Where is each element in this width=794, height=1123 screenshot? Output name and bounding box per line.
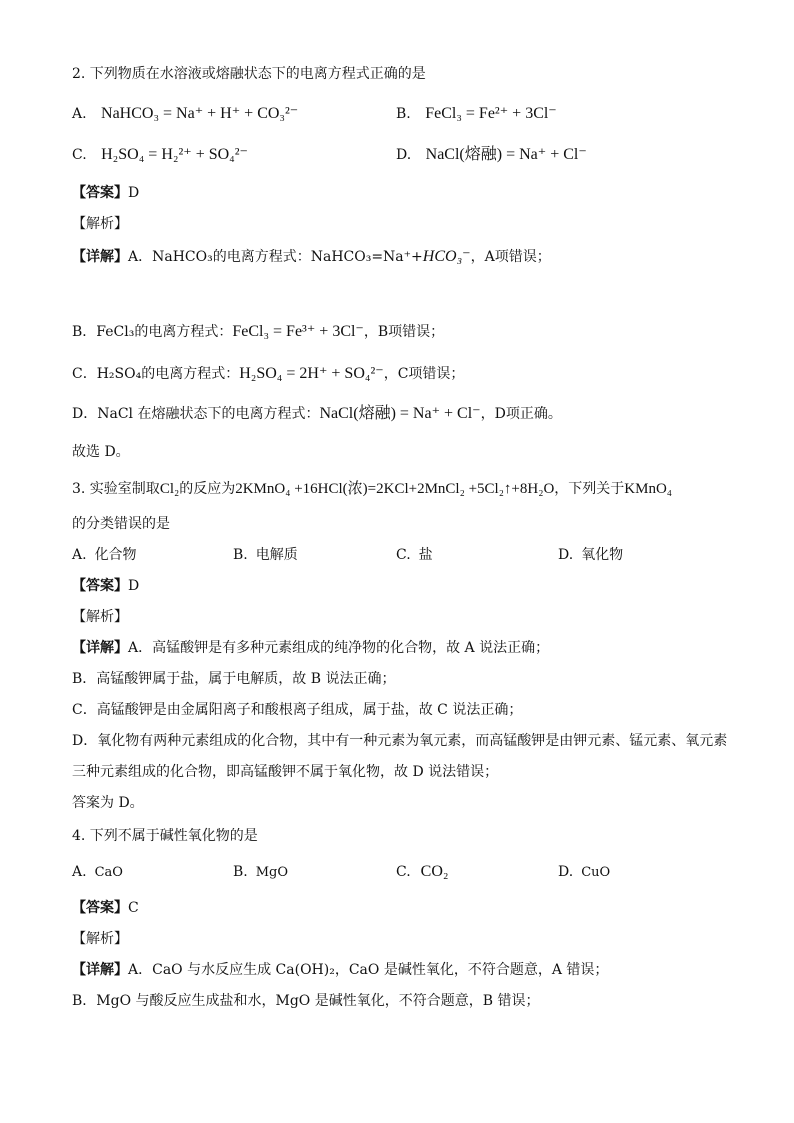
detail-suffix: ，A项错误； bbox=[470, 249, 551, 265]
q2-options-row1 bbox=[72, 104, 722, 124]
stem-text: ，下列关于 bbox=[554, 481, 625, 497]
option-letter: C. bbox=[72, 147, 87, 163]
q4-detail-a bbox=[72, 960, 608, 980]
option-letter: A. bbox=[72, 864, 87, 880]
option-text: 盐 bbox=[418, 547, 433, 563]
stem-text: 3. 实验室制取 bbox=[72, 481, 160, 497]
q3-option-c[interactable] bbox=[396, 545, 433, 565]
q2-detail-b bbox=[72, 322, 444, 342]
answer-value: D bbox=[128, 185, 140, 201]
detail-text: A．NaHCO₃的电离方程式：NaHCO₃=Na⁺+ bbox=[128, 249, 423, 265]
q4-analysis-label: 【解析】 bbox=[72, 931, 128, 947]
option-text: MgO bbox=[255, 865, 289, 880]
q4-option-b[interactable] bbox=[233, 862, 288, 883]
q2-option-b-formula: FeCl₃ = Fe²⁺ + 3Cl⁻ bbox=[425, 105, 557, 122]
formula: KMnO₄ bbox=[624, 481, 673, 497]
q3-detail-c: C．高锰酸钾是由金属阳离子和酸根离子组成，属于盐，故 C 说法正确； bbox=[72, 702, 523, 718]
detail-suffix: ，D项正确。 bbox=[480, 406, 562, 422]
formula: HCO₃⁻ bbox=[422, 248, 471, 265]
option-text: 电解质 bbox=[255, 547, 298, 563]
q4-answer bbox=[72, 898, 139, 918]
q2-option-a-formula: NaHCO₃ = Na⁺ + H⁺ + CO₃²⁻ bbox=[101, 105, 299, 122]
detail-text: C．H₂SO₄的电离方程式： bbox=[72, 366, 240, 382]
detail-label: 【详解】 bbox=[72, 249, 128, 265]
detail-label: 【详解】 bbox=[72, 962, 128, 978]
q3-options-row bbox=[72, 545, 722, 565]
option-letter: B. bbox=[233, 547, 248, 563]
option-letter: D. bbox=[558, 547, 574, 563]
q2-option-a[interactable] bbox=[72, 104, 298, 124]
q3-detail-a bbox=[72, 638, 549, 658]
option-letter: A. bbox=[72, 547, 87, 563]
option-text: CuO bbox=[581, 865, 611, 880]
formula: NaCl(熔融) = Na⁺ + Cl⁻ bbox=[319, 405, 481, 422]
answer-label: 【答案】 bbox=[72, 578, 128, 594]
q4-options-row bbox=[72, 862, 722, 882]
q3-option-a[interactable] bbox=[72, 545, 137, 565]
answer-value: C bbox=[128, 900, 139, 916]
q2-answer bbox=[72, 183, 139, 203]
answer-value: D bbox=[128, 578, 140, 594]
q3-detail-b: B．高锰酸钾属于盐，属于电解质，故 B 说法正确； bbox=[72, 671, 396, 687]
detail-text: A．高锰酸钾是有多种元素组成的纯净物的化合物，故 A 说法正确； bbox=[128, 640, 550, 656]
q2-detail-a bbox=[72, 247, 551, 267]
formula: H₂SO₄ = 2H⁺ + SO₄²⁻ bbox=[239, 365, 384, 382]
answer-label: 【答案】 bbox=[72, 185, 128, 201]
q2-conclusion: 故选 D。 bbox=[72, 444, 130, 460]
option-letter: B. bbox=[233, 864, 248, 880]
q2-detail-c bbox=[72, 364, 464, 384]
q2-option-c[interactable] bbox=[72, 145, 248, 165]
option-text: CaO bbox=[94, 865, 123, 880]
detail-text: A．CaO 与水反应生成 Ca(OH)₂，CaO 是碱性氧化，不符合题意，A 错误； bbox=[128, 962, 609, 978]
q2-option-d-formula: NaCl(熔融) = Na⁺ + Cl⁻ bbox=[425, 146, 587, 163]
option-text: CO₂ bbox=[420, 863, 449, 880]
q2-option-c-formula: H₂SO₄ = H₂²⁺ + SO₄²⁻ bbox=[101, 146, 248, 163]
q3-answer bbox=[72, 576, 139, 596]
q3-stem bbox=[72, 479, 672, 499]
option-letter: D. bbox=[396, 147, 412, 163]
option-text: 化合物 bbox=[94, 547, 137, 563]
option-text: 氧化物 bbox=[581, 547, 624, 563]
detail-suffix: ，B项错误； bbox=[363, 324, 445, 340]
option-letter: B. bbox=[396, 106, 411, 122]
option-letter: C. bbox=[396, 547, 411, 563]
q3-conclusion: 答案为 D。 bbox=[72, 795, 144, 811]
formula: FeCl₃ = Fe³⁺ + 3Cl⁻ bbox=[232, 323, 364, 340]
q3-detail-d: D．氧化物有两种元素组成的化合物，其中有一种元素为氧元素，而高锰酸钾是由钾元素、锰元素、氧元素 bbox=[72, 733, 728, 749]
q3-option-b[interactable] bbox=[233, 545, 298, 565]
q2-option-d[interactable] bbox=[396, 145, 587, 165]
detail-suffix: ，C项错误； bbox=[383, 366, 465, 382]
detail-text: D．NaCl 在熔融状态下的电离方程式： bbox=[72, 406, 320, 422]
formula: Cl₂ bbox=[159, 481, 180, 497]
answer-label: 【答案】 bbox=[72, 900, 128, 916]
q3-analysis-label: 【解析】 bbox=[72, 609, 128, 625]
q4-option-c[interactable] bbox=[396, 862, 448, 882]
q3-detail-d-cont: 三种元素组成的化合物，即高锰酸钾不属于氧化物，故 D 说法错误； bbox=[72, 764, 499, 780]
q3-stem-line2: 的分类错误的是 bbox=[72, 516, 170, 532]
detail-text: B．FeCl₃的电离方程式： bbox=[72, 324, 233, 340]
stem-text: 的反应为 bbox=[179, 481, 236, 497]
q4-stem: 4. 下列不属于碱性氧化物的是 bbox=[72, 828, 258, 844]
option-letter: D. bbox=[558, 864, 574, 880]
q2-stem: 2. 下列物质在水溶液或熔融状态下的电离方程式正确的是 bbox=[72, 66, 426, 82]
q3-option-d[interactable] bbox=[558, 545, 623, 565]
q4-option-d[interactable] bbox=[558, 862, 610, 883]
q2-option-b[interactable] bbox=[396, 104, 557, 124]
q2-detail-d bbox=[72, 404, 562, 424]
q2-options-row2 bbox=[72, 145, 722, 165]
reaction-equation: 2KMnO₄ +16HCl(浓)=2KCl+2MnCl₂ +5Cl₂↑+8H₂O bbox=[235, 481, 555, 497]
detail-label: 【详解】 bbox=[72, 640, 128, 656]
q4-detail-b: B．MgO 与酸反应生成盐和水，MgO 是碱性氧化，不符合题意，B 错误； bbox=[72, 993, 540, 1009]
q4-option-a[interactable] bbox=[72, 862, 123, 883]
option-letter: C. bbox=[396, 864, 411, 880]
option-letter: A. bbox=[72, 106, 87, 122]
q2-analysis-label: 【解析】 bbox=[72, 216, 128, 232]
